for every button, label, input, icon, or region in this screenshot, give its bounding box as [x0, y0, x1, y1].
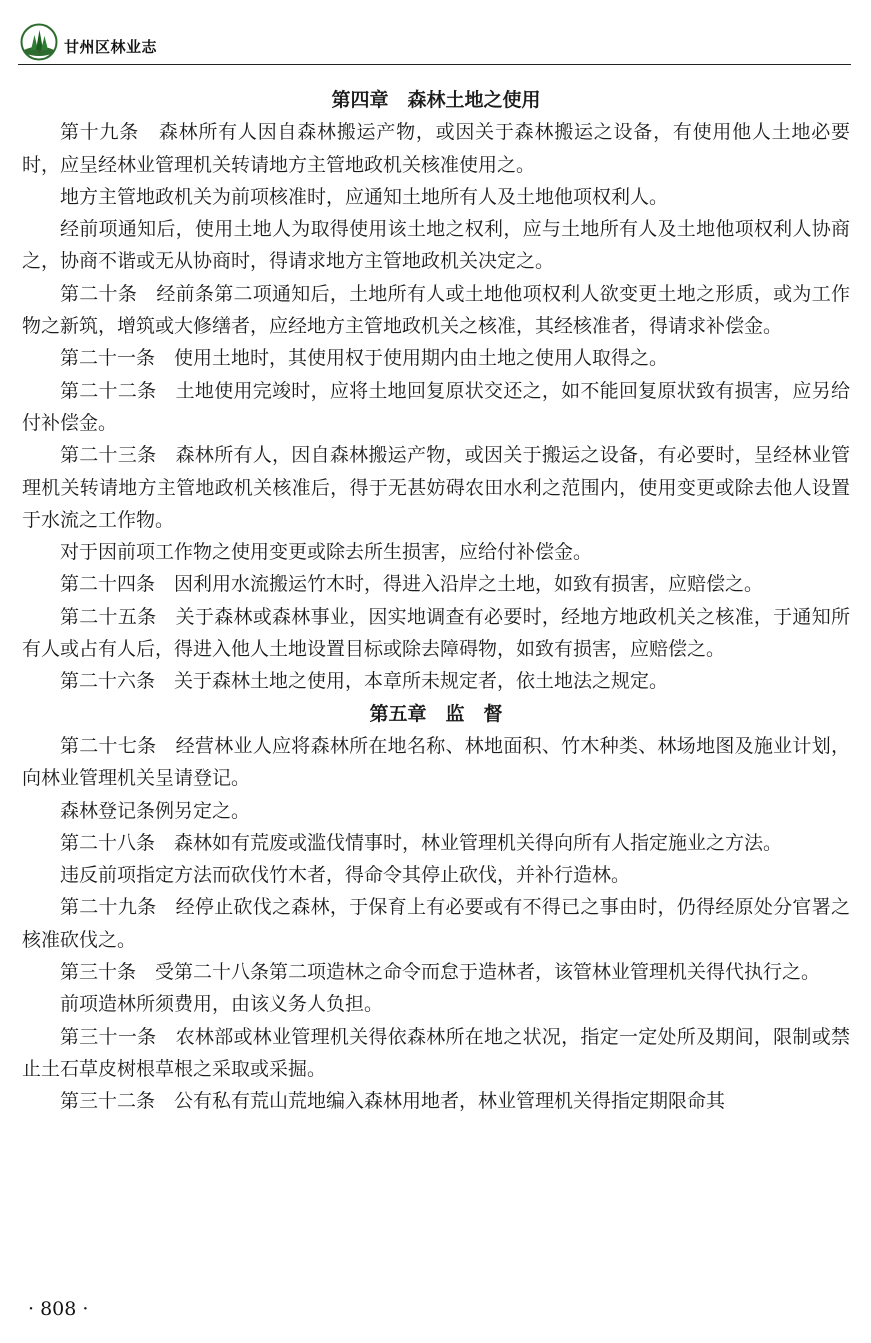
article-21: 第二十一条 使用土地时，其使用权于使用期内由土地之使用人取得之。 [60, 347, 669, 370]
article-23: 第二十三条 森林所有人，因自森林搬运产物，或因关于搬运之设备，有必要时，呈经林业管理机关转请地方主管地政机关核准后，得于无甚妨碍农田水利之范围内，使用变更或除去他人设置于水流之工作物。 [22, 444, 850, 531]
article-25: 第二十五条 关于森林或森林事业，因实地调查有必要时，经地方地政机关之核准，于通知所有人或占有人后，得进入他人土地设置目标或除去障碍物，如致有损害，应赔偿之。 [22, 605, 850, 661]
paragraph: 前项造林所须费用，由该义务人负担。 [60, 993, 384, 1016]
page-header [18, 22, 851, 65]
article-20: 第二十条 经前条第二项通知后，土地所有人或土地他项权利人欲变更土地之形质，或为工作物之新筑，增筑或大修缮者，应经地方主管地政机关之核准，其经核准者，得请求补偿金。 [22, 282, 850, 338]
paragraph: 对于因前项工作物之使用变更或除去所生损害，应给付补偿金。 [60, 541, 593, 564]
article-30: 第三十条 受第二十八条第二项造林之命令而怠于造林者，该管林业管理机关得代执行之。 [60, 961, 821, 984]
article-27: 第二十七条 经营林业人应将森林所在地名称、林地面积、竹木种类、林场地图及施业计划，向林业管理机关呈请登记。 [22, 734, 850, 790]
document-body [22, 84, 850, 1118]
paragraph: 森林登记条例另定之。 [60, 799, 251, 822]
chapter-4-title: 第四章 森林土地之使用 [331, 89, 541, 111]
article-29: 第二十九条 经停止砍伐之森林，于保育上有必要或有不得已之事由时，仍得经原处分官署之核准砍伐之。 [22, 896, 850, 951]
article-19: 第十九条 森林所有人因自森林搬运产物，或因关于森林搬运之设备，有使用他人土地必要时，应呈经林业管理机关转请地方主管地政机关核准使用之。 [22, 121, 850, 176]
article-28: 第二十八条 森林如有荒废或滥伐情事时，林业管理机关得向所有人指定施业之方法。 [60, 831, 783, 854]
paragraph: 经前项通知后，使用土地人为取得使用该土地之权利，应与土地所有人及土地他项权利人协商之，协商不谐或无从协商时，得请求地方主管地政机关决定之。 [22, 218, 850, 273]
article-24: 第二十四条 因利用水流搬运竹木时，得进入沿岸之土地，如致有损害，应赔偿之。 [60, 573, 764, 596]
page-number: · 808 · [28, 1298, 89, 1320]
chapter-5-title: 第五章 监 督 [369, 702, 503, 725]
article-32: 第三十二条 公有私有荒山荒地编入森林用地者，林业管理机关得指定期限命其 [60, 1090, 726, 1113]
forest-logo-icon [20, 23, 58, 61]
article-22: 第二十二条 土地使用完竣时，应将土地回复原状交还之，如不能回复原状致有损害，应另给付补偿金。 [22, 379, 850, 434]
paragraph: 地方主管地政机关为前项核准时，应通知土地所有人及土地他项权利人。 [60, 185, 669, 208]
book-title: 甘州区林业志 [64, 38, 158, 56]
article-31: 第三十一条 农林部或林业管理机关得依森林所在地之状况，指定一定处所及期间，限制或禁止土石草皮树根草根之采取或采掘。 [22, 1025, 850, 1080]
paragraph: 违反前项指定方法而砍伐竹木者，得命令其停止砍伐，并补行造林。 [60, 864, 631, 887]
article-26: 第二十六条 关于森林土地之使用，本章所未规定者，依土地法之规定。 [60, 670, 669, 693]
